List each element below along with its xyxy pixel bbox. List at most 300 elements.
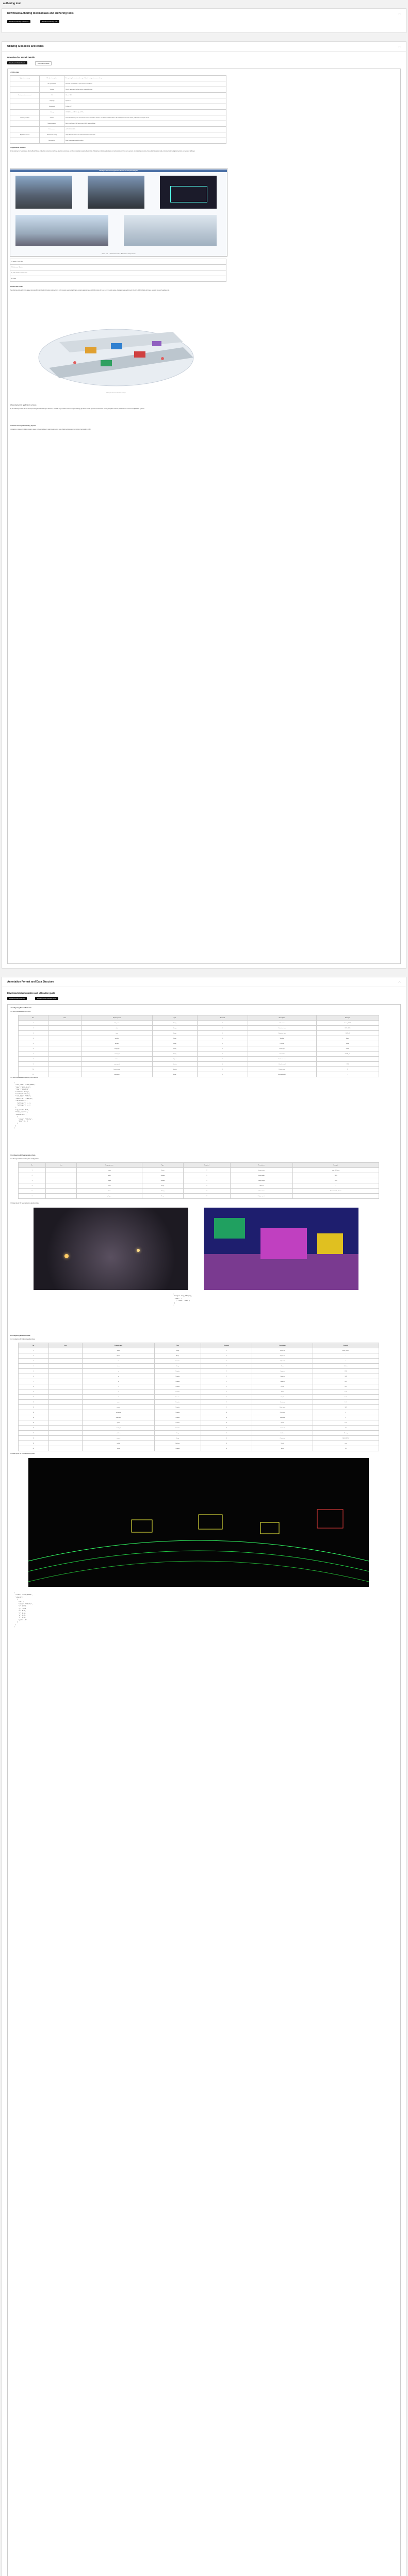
table-cell: date <box>81 1026 153 1031</box>
diagram-caption: Sensor data → 3D detection model → Autonomous driving decision <box>102 253 136 255</box>
table-cell: 9 <box>19 1062 48 1067</box>
table-cell: l <box>83 1384 155 1389</box>
table-header: No. <box>19 1163 46 1168</box>
det-example-heading: 3-2. Example of 3D Cuboid Labeling Data <box>10 1453 35 1454</box>
table-cell: String <box>142 1168 184 1173</box>
table-cell: N <box>201 1420 252 1426</box>
table-cell: Y <box>201 1353 252 1359</box>
table-cell: 6 <box>19 1194 46 1199</box>
table-cell: 1.57 <box>313 1400 379 1405</box>
box-title: 1. Configuring Source Metadata <box>10 1007 32 1009</box>
table-cell: Height <box>252 1395 313 1400</box>
download-guide-button[interactable]: Download Data Utilization Guide <box>35 997 58 1000</box>
table-cell: String <box>155 1364 201 1369</box>
table-header: Property name <box>81 1015 153 1021</box>
table-cell: class <box>76 1189 142 1194</box>
table-cell: 1 <box>313 1359 379 1364</box>
table-cell: visible <box>83 1441 155 1446</box>
section-format <box>2 977 406 2576</box>
table-cell: Object id <box>252 1359 313 1364</box>
table-cell: 6 <box>19 1046 48 1052</box>
table-cell: Class name <box>230 1189 292 1194</box>
dev-heading: 4. Development of application services <box>10 404 37 406</box>
table-cell: 5 <box>19 1041 48 1046</box>
table-cell <box>48 1369 82 1374</box>
table-cell: Center z <box>252 1379 313 1384</box>
table-cell: Occlusion <box>252 1410 313 1415</box>
table-cell: Number <box>155 1384 201 1389</box>
table-cell: Library <box>40 110 64 115</box>
det-table <box>18 1343 379 1451</box>
table-row <box>10 115 226 121</box>
table-cell: 11 <box>19 1400 49 1405</box>
table-cell <box>48 1389 82 1395</box>
table-cell <box>48 1374 82 1379</box>
table-cell <box>46 1183 76 1189</box>
table-cell: 1920 <box>293 1173 379 1178</box>
table-row <box>10 81 226 87</box>
table-cell: N <box>201 1441 252 1446</box>
table-cell: Y <box>184 1173 231 1178</box>
download-manual-button[interactable]: Download authoring tool manual <box>7 20 30 23</box>
vehicle-heading: 5. Vehicle Concept Monitoring System <box>10 425 36 427</box>
table-cell: 5 <box>19 1189 46 1194</box>
table-cell <box>48 1052 81 1057</box>
table-cell: Tracking <box>40 87 64 93</box>
table-row <box>10 132 226 138</box>
table-cell: class <box>83 1364 155 1369</box>
table-cell: road_type <box>81 1046 153 1052</box>
table-cell: time <box>81 1031 153 1036</box>
table-cell: 1.52 <box>313 1395 379 1400</box>
application-text: (1) Development of Autonomous Driving Model Based on Electric Autonomous Vehicles. Electric autonomous vehicles constantly recognize the location of obstacles including pedestrians and surrounding vehicles using sensors. (2) Improving accuracy of detection for various road environments including intersections, tunnels and highways. <box>10 150 195 152</box>
table-cell: - <box>313 1353 379 1359</box>
table-cell: 12.5 <box>313 1420 379 1426</box>
chevron-up-icon[interactable]: ︿ <box>398 45 401 48</box>
scene-caption: Lidar point cloud visualization example <box>106 393 126 394</box>
table-cell: Y <box>184 1168 231 1173</box>
table-cell: Y <box>201 1364 252 1369</box>
table-cell: Y <box>197 1041 248 1046</box>
table-cell: frame_00001 <box>313 1348 379 1353</box>
table-cell: Y <box>197 1057 248 1062</box>
table-cell: z <box>83 1379 155 1384</box>
table-cell: Track id <box>252 1426 313 1431</box>
table-row <box>10 110 226 115</box>
seg-example-heading: 2-2. Example of 2D Segmentation Labeling Data <box>10 1202 39 1204</box>
diagram-photo <box>15 176 72 209</box>
table-cell: Ubuntu 18.04 <box>64 93 226 98</box>
table-cell: Object <box>152 1057 197 1062</box>
table-cell: 20 <box>19 1446 49 1451</box>
table-row <box>10 270 226 276</box>
table-cell <box>46 1189 76 1194</box>
table-cell: Y <box>201 1400 252 1405</box>
table-cell: Number <box>155 1426 201 1431</box>
table-cell: PyTorch 1.7 <box>64 104 226 110</box>
download-ai-model-button[interactable]: Download AI Model <box>35 61 52 65</box>
pointcloud-svg <box>28 1458 369 1587</box>
table-cell: mAP 0.62 (IoU 0.5) <box>64 127 226 132</box>
table-cell: ego_speed <box>81 1062 153 1067</box>
table-cell: Vehicle speed <box>248 1062 316 1067</box>
section-title: Annotation Format and Data Structure <box>7 980 54 984</box>
table-header: Description <box>248 1015 316 1021</box>
table-cell: Class <box>252 1364 313 1369</box>
table-cell <box>48 1395 82 1400</box>
table-cell: - <box>293 1183 379 1189</box>
table-cell: 1.86 <box>313 1389 379 1395</box>
table-cell: 15 <box>19 1420 49 1426</box>
table-row <box>19 1072 379 1077</box>
table-cell: Array <box>155 1353 201 1359</box>
table-cell: Y <box>184 1183 231 1189</box>
dev-text: (1) The following models can be developed using this data: 3D object detection, semantic segmentation and multi-object tracking. (2) Models can be applied to autonomous driving perception modules, infrastructure sensors and digital twin systems. <box>10 408 145 410</box>
table-cell: - <box>316 1057 379 1062</box>
table-cell: -3.42 <box>313 1374 379 1379</box>
model-title: Download AI Model Details <box>7 56 35 59</box>
section-title: Utilizing AI models and codes <box>7 45 44 48</box>
table-row <box>19 1359 379 1364</box>
table-cell: Image height <box>230 1178 292 1183</box>
table-cell: 7 <box>19 1052 48 1057</box>
table-cell: LIDAR_01 <box>316 1052 379 1057</box>
table-cell: 32.4 <box>316 1062 379 1067</box>
night-street-photo <box>34 1208 188 1290</box>
chevron-up-icon[interactable]: ︿ <box>398 980 401 984</box>
diagram-photo <box>88 176 144 209</box>
table-header: Description <box>252 1343 313 1348</box>
table-cell: Y <box>197 1036 248 1041</box>
table-cell: 1 <box>316 1067 379 1072</box>
doc-title: Download documentation and utilization guide <box>7 992 55 994</box>
table-cell: camera <box>83 1436 155 1441</box>
table-header: Property name <box>76 1163 142 1168</box>
table-cell: String <box>152 1046 197 1052</box>
table-cell: w <box>83 1389 155 1395</box>
table-cell <box>46 1178 76 1183</box>
table-cell: Center x <box>252 1369 313 1374</box>
table-cell: Number <box>155 1446 201 1451</box>
table-cell: 17 <box>313 1426 379 1431</box>
table-cell: Development environment <box>10 93 40 98</box>
table-cell: Urban <box>316 1046 379 1052</box>
table-cell: Point count <box>252 1405 313 1410</box>
table-cell: 1.0 <box>313 1446 379 1451</box>
table-header: Type <box>155 1343 201 1348</box>
table-cell: 1 <box>19 1168 46 1173</box>
table-header: Description <box>230 1163 292 1168</box>
table-row <box>19 1031 379 1036</box>
table-row <box>19 1379 379 1384</box>
seg-heading: 2. Configuring 2D Segmentation Data <box>10 1154 36 1156</box>
table-cell <box>48 1046 81 1052</box>
table-cell: image <box>76 1168 142 1173</box>
table-row <box>10 121 226 127</box>
table-cell: 0 <box>313 1415 379 1420</box>
table-cell <box>10 121 40 127</box>
table-header: Item <box>46 1163 76 1168</box>
table-cell: polygon <box>76 1194 142 1199</box>
table-cell: 2021-08-15 <box>316 1026 379 1031</box>
table-cell: 3 <box>19 1031 48 1036</box>
table-cell: Dataset <box>40 115 64 121</box>
table-cell: 10 <box>19 1395 49 1400</box>
table-cell: Label list <box>230 1183 292 1189</box>
table-cell: N <box>201 1431 252 1436</box>
table-cell: Vehicle <box>313 1364 379 1369</box>
table-cell: y <box>83 1374 155 1379</box>
table-row <box>10 265 226 270</box>
table-cell: - <box>293 1194 379 1199</box>
table-cell: yaw <box>83 1400 155 1405</box>
table-cell: 16 <box>19 1426 49 1431</box>
lidar-scene-svg <box>28 311 204 394</box>
table-cell: Image width <box>230 1173 292 1178</box>
table-cell: Boolean <box>155 1441 201 1446</box>
lidar-text: The Lidar data included in this dataset provides 3D point cloud information collected from roof-mounted sensors. Each frame contains approximately 120,000 points with x, y, z and intensity values. Annotation was performed in the form of 3D cuboids with class, position, size and heading angle. <box>10 290 170 291</box>
table-cell <box>48 1384 82 1389</box>
table-row <box>10 127 226 132</box>
table-cell: Y <box>197 1046 248 1052</box>
table-cell: 4) Others <box>10 276 226 282</box>
table-cell: occlusion <box>83 1410 155 1415</box>
table-cell: Weather <box>248 1036 316 1041</box>
table-row <box>19 1041 379 1046</box>
table-cell <box>46 1168 76 1173</box>
vehicle-text: Information on objects (including location, speed and type) is fused in real time to support safe driving decisions and monitoring of surrounding traffic. <box>10 429 91 430</box>
table-cell <box>48 1436 82 1441</box>
table-row <box>10 76 226 81</box>
table-cell: String <box>155 1348 201 1353</box>
table-cell: Attribute <box>252 1431 313 1436</box>
table-cell: frame <box>83 1348 155 1353</box>
table-cell: 14 <box>19 1415 49 1420</box>
table-cell: N <box>201 1446 252 1451</box>
table-row <box>19 1194 379 1199</box>
table-cell: speed <box>83 1420 155 1426</box>
table-cell <box>10 81 40 87</box>
table-cell: annotation <box>81 1072 153 1077</box>
table-cell: CAM_FRONT <box>313 1436 379 1441</box>
table-cell: 2) Pedestrian / Bicycle <box>10 265 226 270</box>
table-row <box>19 1415 379 1420</box>
table-cell: 14:23:01 <box>316 1031 379 1036</box>
page-title: authoring tool <box>3 2 21 5</box>
download-dictionary-button[interactable]: Download Data Dictionary <box>7 997 27 1000</box>
table-row <box>19 1353 379 1359</box>
table-cell <box>48 1415 82 1420</box>
table-cell: Learning condition <box>10 115 40 121</box>
table-cell <box>48 1348 82 1353</box>
table-row <box>19 1364 379 1369</box>
table-cell: attribute <box>83 1431 155 1436</box>
table-cell: Sunny <box>316 1036 379 1041</box>
table-cell: Collection time <box>248 1031 316 1036</box>
table-cell: N <box>201 1410 252 1415</box>
table-cell: track_id <box>83 1426 155 1431</box>
table-cell: x <box>83 1369 155 1374</box>
table-header: No. <box>19 1343 49 1348</box>
table-cell: CUDA 11.0, cuDNN 8.0, OpenPCDet <box>64 110 226 115</box>
table-cell: 8 <box>19 1057 48 1062</box>
table-header: Required <box>197 1015 248 1021</box>
table-cell: Heading <box>252 1400 313 1405</box>
table-cell <box>48 1067 81 1072</box>
json-code: { "file_name": "frame_00001", "date": "2021-08-15", "time": "14:23:01", "weather": "Sunny", "location": "Seoul", "road_type": "Urban", "sensor_id": "LIDAR_01", "calibration": { "extrinsic": [...], "intrinsic": [...] }, "ego_speed": 32.4, "frame_count": 1, "annotation": [ { "class": "Vehicle", "bbox": [...] } ] } <box>14 1082 36 1129</box>
table-cell: h <box>83 1395 155 1400</box>
table-cell: Road, Vehicle, Person <box>293 1189 379 1194</box>
ai-spec-table <box>10 75 226 144</box>
table-cell <box>48 1420 82 1426</box>
table-cell: 7 <box>19 1379 49 1384</box>
table-cell <box>48 1426 82 1431</box>
table-header: Example <box>313 1343 379 1348</box>
table-header: Item <box>48 1343 82 1348</box>
table-cell: 10 <box>19 1067 48 1072</box>
download-ai-details-button[interactable]: Download AI Model Details <box>7 61 27 64</box>
table-header: Property name <box>83 1343 155 1348</box>
table-cell: Number <box>152 1062 197 1067</box>
table-cell: Number <box>155 1415 201 1420</box>
table-cell: 11 <box>19 1072 48 1077</box>
subtitle: 1-1. Source Metadata Specification <box>10 1011 31 1012</box>
diagram-photo <box>124 215 217 246</box>
table-cell <box>48 1031 81 1036</box>
table-row <box>19 1026 379 1031</box>
table-cell <box>10 104 40 110</box>
chevron-up-icon[interactable]: ︿ <box>398 12 401 15</box>
json-heading: 1-2. Source Metadata Properties (JSON format) <box>10 1077 38 1078</box>
table-cell: Number <box>142 1178 184 1183</box>
table-cell: img_0001.png <box>293 1168 379 1173</box>
table-cell: Batch size 4, epoch 80, learning rate 0.003, optimizer Adam <box>64 121 226 127</box>
table-row <box>19 1168 379 1173</box>
table-cell: String <box>152 1021 197 1026</box>
table-row <box>19 1183 379 1189</box>
section-title: Download authoring tool manuals and authoring tools <box>7 12 74 15</box>
table-cell: 1 <box>19 1348 49 1353</box>
table-row <box>19 1067 379 1072</box>
table-cell: 6 <box>19 1374 49 1379</box>
table-row <box>19 1036 379 1041</box>
table-cell <box>10 87 40 93</box>
table-row <box>19 1374 379 1379</box>
table-cell: 2 <box>19 1173 46 1178</box>
table-row <box>19 1046 379 1052</box>
table-cell: Score <box>252 1446 313 1451</box>
table-cell: Y <box>201 1384 252 1389</box>
format-content-box <box>7 1004 401 2576</box>
table-cell: true <box>313 1441 379 1446</box>
segmentation-mask <box>204 1208 358 1290</box>
download-tools-button[interactable]: Download authoring tools <box>40 20 59 23</box>
table-cell <box>48 1359 82 1364</box>
table-cell: Y <box>197 1021 248 1026</box>
table-cell: Autonomous driving <box>40 132 64 138</box>
table-cell: String <box>155 1431 201 1436</box>
table-header: Example <box>293 1163 379 1168</box>
table-cell: Number <box>155 1395 201 1400</box>
table-row <box>19 1178 379 1183</box>
table-cell: N <box>201 1415 252 1420</box>
table-row <box>19 1389 379 1395</box>
table-cell: Frame count <box>248 1067 316 1072</box>
table-cell <box>48 1021 81 1026</box>
table-cell: Length <box>252 1384 313 1389</box>
table-cell: width <box>76 1173 142 1178</box>
table-cell <box>48 1446 82 1451</box>
table-cell <box>48 1405 82 1410</box>
meta-table <box>18 1015 379 1077</box>
table-cell <box>48 1400 82 1405</box>
table-header: Required <box>201 1343 252 1348</box>
table-cell: 1080 <box>293 1178 379 1183</box>
table-cell: String <box>155 1436 201 1441</box>
table-cell <box>46 1173 76 1178</box>
table-row <box>19 1441 379 1446</box>
table-cell: Y <box>184 1178 231 1183</box>
table-row <box>19 1021 379 1026</box>
table-cell <box>48 1441 82 1446</box>
det-heading: 3. Configuring 3D Detect Data <box>10 1334 30 1336</box>
section-ai <box>2 41 406 969</box>
table-cell: Annotation list <box>248 1072 316 1077</box>
table-cell: Infrastructure <box>40 138 64 144</box>
table-header: Example <box>316 1015 379 1021</box>
table-cell <box>10 127 40 132</box>
table-cell: Road type <box>248 1046 316 1052</box>
table-cell: 3) Traffic facilities / Construction <box>10 270 226 276</box>
table-cell: Seoul <box>316 1041 379 1046</box>
table-cell: 0 <box>313 1410 379 1415</box>
table-cell: 1 <box>19 1021 48 1026</box>
table-cell <box>10 110 40 115</box>
table-header: Type <box>142 1163 184 1168</box>
table-cell: score <box>83 1446 155 1451</box>
table-row <box>19 1062 379 1067</box>
table-cell: Application service <box>10 132 40 138</box>
table-cell <box>48 1431 82 1436</box>
object-class-list <box>10 259 226 282</box>
table-cell: Semantic segmentation of point cloud for road objects <box>64 81 226 87</box>
det-sub: 3-1. Configuring 3D Cuboid Labeling Data <box>10 1338 35 1340</box>
det-code: { "frame": "frame_00001", "objects": [ { "id": 1, "class": "Vehicle", "x": 12.31, "y": -3.42, "z": 0.85, "l": 4.52, "w": 1.86, "h": 1.52, "yaw": 1.57 } ] } <box>14 1592 32 1628</box>
table-cell: 2 <box>19 1353 49 1359</box>
table-cell: 8 <box>19 1384 49 1389</box>
table-cell: 13 <box>19 1410 49 1415</box>
table-cell: Y <box>201 1389 252 1395</box>
table-cell: Object list <box>252 1353 313 1359</box>
table-cell: Number <box>142 1173 184 1178</box>
table-cell: file_name <box>81 1021 153 1026</box>
table-row <box>19 1052 379 1057</box>
table-row <box>19 1410 379 1415</box>
table-cell: Number <box>155 1405 201 1410</box>
table-cell: Collection date <box>248 1026 316 1031</box>
table-cell: sensor_id <box>81 1052 153 1057</box>
table-cell: Y <box>201 1369 252 1374</box>
table-cell: Number <box>155 1410 201 1415</box>
table-row <box>19 1436 379 1441</box>
table-cell: Number <box>155 1369 201 1374</box>
table-cell: 3 <box>19 1359 49 1364</box>
table-cell: 3D segmentation <box>40 81 64 87</box>
table-row <box>19 1369 379 1374</box>
table-cell: Data collected using Lidar and Camera sensors mounted on vehicles. The dataset includes labels in 3D bounding box format for vehicle, pedestrian and bicycle classes. <box>64 115 226 121</box>
table-cell: location <box>81 1041 153 1046</box>
table-row <box>19 1446 379 1451</box>
